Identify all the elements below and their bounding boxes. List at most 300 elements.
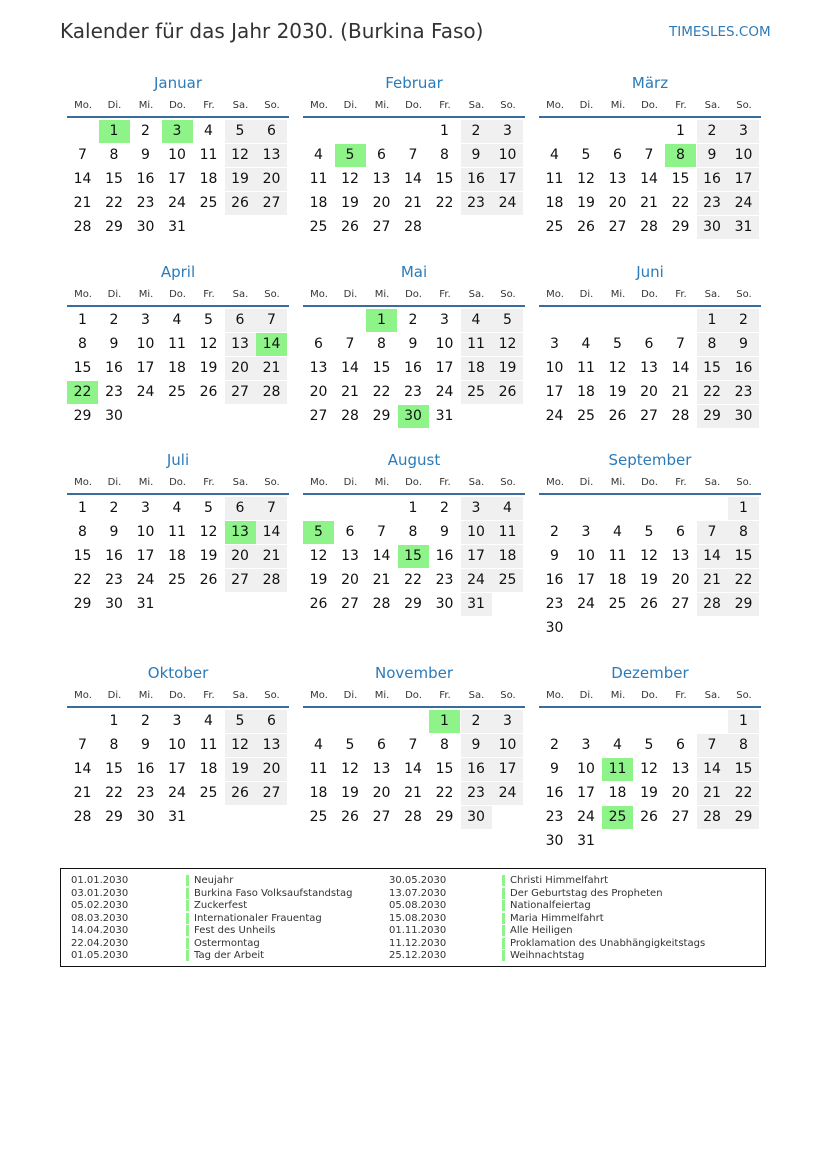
day-cell: 28	[640, 219, 658, 235]
day-cell: 9	[109, 524, 119, 540]
day-cell: 2	[550, 524, 559, 540]
day-cell: 6	[314, 336, 323, 352]
day-cell: 11	[168, 336, 186, 352]
day-cell: 25	[461, 381, 492, 404]
day-cell: 26	[309, 596, 328, 612]
month-divider	[303, 493, 525, 495]
month-name: Oktober	[147, 664, 209, 682]
holiday-date: 25.12.2030	[389, 950, 447, 961]
day-cell: 14	[372, 548, 391, 564]
day-cell: 21	[341, 384, 359, 400]
weekday-label: Sa.	[468, 100, 485, 111]
weekday-label: Do.	[641, 690, 658, 701]
holiday-day-cell: 8	[665, 144, 696, 167]
holiday-marker	[186, 938, 189, 949]
day-cell: 14	[73, 761, 92, 777]
holiday-day-cell: 30	[398, 405, 429, 428]
day-cell: 12	[199, 524, 218, 540]
day-cell: 24	[461, 569, 492, 592]
month-name: Juli	[166, 451, 190, 469]
holiday-name: Zuckerfest	[194, 900, 248, 911]
day-cell: 23	[136, 785, 155, 801]
day-cell: 28	[256, 381, 287, 404]
weekday-label: Di.	[343, 289, 358, 300]
day-cell: 5	[644, 737, 654, 753]
day-cell: 17	[545, 384, 564, 400]
weekday-label: Fr.	[675, 690, 687, 701]
holiday-date: 13.07.2030	[389, 887, 447, 899]
day-cell: 18	[608, 785, 627, 801]
day-cell: 13	[608, 171, 627, 187]
day-cell: 5	[345, 737, 355, 753]
weekday-label: Mo.	[74, 477, 92, 488]
day-cell: 28	[697, 806, 728, 829]
day-cell: 23	[435, 572, 454, 588]
day-cell: 7	[256, 497, 287, 520]
day-cell: 4	[314, 147, 323, 163]
holiday-name: Nationalfeiertag	[510, 900, 591, 911]
day-cell: 17	[461, 545, 492, 568]
day-cell: 21	[697, 782, 728, 805]
day-cell: 7	[676, 336, 685, 352]
day-cell: 2	[408, 312, 418, 328]
holiday-day-cell: 11	[602, 758, 633, 781]
day-cell: 14	[256, 521, 287, 544]
weekday-label: Sa.	[468, 477, 485, 488]
weekday-label: Mo.	[546, 477, 564, 488]
day-cell: 20	[256, 168, 287, 191]
day-cell: 7	[256, 309, 287, 332]
weekday-label: Mo.	[74, 289, 92, 300]
day-cell: 6	[644, 336, 654, 352]
day-cell: 26	[341, 219, 359, 235]
day-cell: 16	[461, 758, 492, 781]
day-cell: 13	[341, 548, 359, 564]
day-cell: 22	[728, 782, 759, 805]
day-cell: 25	[168, 384, 186, 400]
day-cell: 29	[372, 408, 391, 424]
day-cell: 10	[492, 144, 523, 167]
day-cell: 28	[73, 809, 92, 825]
day-cell: 8	[78, 336, 87, 352]
day-cell: 9	[141, 737, 150, 753]
day-cell: 10	[136, 336, 155, 352]
day-cell: 24	[168, 785, 186, 801]
day-cell: 18	[608, 572, 627, 588]
day-cell: 26	[199, 572, 218, 588]
day-cell: 27	[225, 381, 256, 404]
day-cell: 26	[640, 596, 658, 612]
day-cell: 7	[697, 734, 728, 757]
day-cell: 24	[136, 572, 155, 588]
day-cell: 5	[225, 120, 256, 143]
day-cell: 18	[168, 360, 186, 376]
month-name: Dezember	[611, 664, 689, 682]
day-cell: 5	[204, 500, 213, 516]
weekday-label: Sa.	[704, 477, 721, 488]
day-cell: 7	[408, 737, 418, 753]
day-cell: 23	[404, 384, 422, 400]
day-cell: 9	[728, 333, 759, 356]
day-cell: 22	[671, 195, 690, 211]
weekday-label: Do.	[169, 477, 186, 488]
day-cell: 7	[377, 524, 386, 540]
day-cell: 3	[492, 710, 523, 733]
weekday-label: Mi.	[374, 690, 390, 701]
weekday-label: Fr.	[675, 100, 687, 111]
day-cell: 15	[435, 761, 454, 777]
day-cell: 15	[728, 545, 759, 568]
day-cell: 3	[581, 524, 591, 540]
day-cell: 6	[377, 737, 386, 753]
day-cell: 2	[697, 120, 728, 143]
day-cell: 17	[577, 785, 595, 801]
day-cell: 11	[492, 521, 523, 544]
day-cell: 29	[73, 596, 92, 612]
month-name: August	[387, 451, 441, 469]
day-cell: 11	[577, 360, 595, 376]
day-cell: 8	[109, 737, 119, 753]
weekday-label: Mi.	[138, 477, 154, 488]
day-cell: 8	[377, 336, 386, 352]
month-divider	[303, 706, 525, 708]
weekday-label: Fr.	[203, 100, 215, 111]
weekday-label: Di.	[107, 690, 122, 701]
day-cell: 23	[728, 381, 759, 404]
day-cell: 30	[461, 806, 492, 829]
weekday-label: Sa.	[232, 289, 249, 300]
holiday-marker	[502, 938, 505, 949]
holiday-date: 15.08.2030	[389, 912, 447, 924]
day-cell: 12	[608, 360, 627, 376]
weekday-label: Fr.	[439, 477, 451, 488]
day-cell: 9	[461, 144, 492, 167]
weekday-header	[67, 100, 289, 114]
day-cell: 17	[136, 360, 155, 376]
day-cell: 15	[728, 758, 759, 781]
day-cell: 16	[136, 761, 155, 777]
day-cell: 13	[372, 761, 391, 777]
day-cell: 4	[550, 147, 559, 163]
day-cell: 1	[676, 123, 685, 139]
day-cell: 31	[435, 408, 454, 424]
day-cell: 27	[671, 596, 690, 612]
weekday-label: Mi.	[374, 477, 390, 488]
day-cell: 8	[408, 524, 418, 540]
day-cell: 3	[728, 120, 759, 143]
weekday-label: Mi.	[610, 690, 626, 701]
day-cell: 20	[225, 545, 256, 568]
day-cell: 10	[168, 737, 186, 753]
day-cell: 31	[168, 809, 186, 825]
day-cell: 27	[608, 219, 627, 235]
holiday-day-cell: 15	[398, 545, 429, 568]
day-cell: 24	[168, 195, 186, 211]
day-cell: 13	[671, 548, 690, 564]
day-cell: 18	[199, 761, 218, 777]
weekday-header	[539, 289, 761, 303]
day-cell: 3	[172, 713, 182, 729]
weekday-header	[67, 289, 289, 303]
month-divider	[539, 706, 761, 708]
weekday-label: Do.	[405, 100, 422, 111]
day-cell: 26	[577, 219, 595, 235]
day-cell: 9	[408, 336, 418, 352]
holiday-day-cell: 5	[335, 144, 366, 167]
day-cell: 26	[225, 782, 256, 805]
weekday-label: Di.	[343, 100, 358, 111]
day-cell: 17	[492, 168, 523, 191]
holiday-legend	[60, 868, 766, 967]
day-cell: 14	[341, 360, 359, 376]
month-divider	[303, 116, 525, 118]
weekday-label: Mi.	[374, 289, 390, 300]
weekday-label: Sa.	[232, 100, 249, 111]
weekday-label: Di.	[343, 477, 358, 488]
month-name: Juni	[636, 263, 664, 281]
day-cell: 13	[671, 761, 690, 777]
day-cell: 29	[404, 596, 422, 612]
weekday-label: Di.	[579, 289, 594, 300]
weekday-label: Mi.	[374, 100, 390, 111]
day-cell: 8	[728, 521, 759, 544]
day-cell: 17	[435, 360, 454, 376]
day-cell: 20	[372, 785, 391, 801]
day-cell: 1	[78, 312, 87, 328]
day-cell: 14	[640, 171, 658, 187]
holiday-name: Burkina Faso Volksaufstandstag	[194, 887, 353, 899]
holiday-marker	[502, 875, 505, 886]
day-cell: 4	[314, 737, 323, 753]
site-link[interactable]: TIMESLES.COM	[669, 24, 771, 40]
day-cell: 7	[345, 336, 355, 352]
day-cell: 3	[550, 336, 559, 352]
day-cell: 4	[204, 713, 213, 729]
day-cell: 10	[577, 761, 595, 777]
holiday-date: 01.01.2030	[71, 875, 129, 886]
weekday-label: So.	[736, 100, 752, 111]
holiday-date: 05.02.2030	[71, 900, 129, 911]
day-cell: 18	[577, 384, 595, 400]
holiday-name: Ostermontag	[194, 937, 260, 949]
day-cell: 9	[109, 336, 119, 352]
weekday-label: So.	[264, 100, 280, 111]
day-cell: 27	[225, 569, 256, 592]
day-cell: 16	[545, 572, 564, 588]
day-cell: 9	[550, 548, 559, 564]
day-cell: 11	[309, 171, 328, 187]
day-cell: 2	[109, 500, 119, 516]
day-cell: 11	[168, 524, 186, 540]
day-cell: 17	[136, 548, 155, 564]
day-cell: 12	[341, 761, 359, 777]
day-cell: 11	[608, 548, 627, 564]
day-cell: 23	[461, 192, 492, 215]
day-cell: 20	[225, 357, 256, 380]
month-divider	[67, 305, 289, 307]
day-cell: 6	[676, 524, 685, 540]
day-cell: 18	[168, 548, 186, 564]
holiday-marker	[186, 888, 189, 899]
day-cell: 11	[199, 737, 218, 753]
day-cell: 8	[78, 524, 87, 540]
weekday-label: So.	[264, 690, 280, 701]
day-cell: 19	[225, 758, 256, 781]
holiday-date: 03.01.2030	[71, 887, 129, 899]
day-cell: 31	[728, 216, 759, 239]
day-cell: 20	[372, 195, 391, 211]
day-cell: 28	[372, 596, 391, 612]
day-cell: 30	[136, 809, 155, 825]
day-cell: 26	[640, 809, 658, 825]
weekday-label: Mi.	[138, 690, 154, 701]
day-cell: 28	[341, 408, 359, 424]
month-divider	[539, 493, 761, 495]
weekday-label: Mo.	[310, 690, 328, 701]
day-cell: 17	[168, 171, 186, 187]
weekday-label: Fr.	[675, 477, 687, 488]
day-cell: 5	[225, 710, 256, 733]
day-cell: 14	[404, 171, 422, 187]
holiday-date: 30.05.2030	[389, 875, 447, 886]
day-cell: 27	[309, 408, 328, 424]
day-cell: 30	[136, 219, 155, 235]
day-cell: 14	[697, 545, 728, 568]
day-cell: 4	[204, 123, 213, 139]
holiday-marker	[186, 925, 189, 936]
weekday-label: Fr.	[203, 690, 215, 701]
day-cell: 19	[640, 785, 658, 801]
day-cell: 7	[78, 737, 87, 753]
day-cell: 20	[341, 572, 359, 588]
day-cell: 25	[199, 785, 218, 801]
day-cell: 23	[545, 809, 564, 825]
holiday-name: Proklamation des Unabhängigkeitstags	[510, 937, 706, 949]
holiday-name: Fest des Unheils	[194, 925, 276, 936]
holiday-marker	[502, 888, 505, 899]
day-cell: 2	[461, 710, 492, 733]
holiday-day-cell: 13	[225, 521, 256, 544]
day-cell: 21	[73, 195, 92, 211]
day-cell: 4	[613, 737, 622, 753]
weekday-label: Mo.	[310, 477, 328, 488]
day-cell: 26	[492, 381, 523, 404]
weekday-label: Do.	[405, 477, 422, 488]
weekday-header	[67, 690, 289, 704]
day-cell: 4	[461, 309, 492, 332]
day-cell: 10	[577, 548, 595, 564]
weekday-label: Do.	[169, 289, 186, 300]
day-cell: 13	[256, 144, 287, 167]
month-name: April	[160, 263, 196, 281]
day-cell: 6	[613, 147, 622, 163]
day-cell: 30	[105, 408, 123, 424]
month-name: Mai	[400, 263, 428, 281]
weekday-header	[67, 477, 289, 491]
weekday-header	[539, 477, 761, 491]
weekday-label: Mo.	[546, 289, 564, 300]
day-cell: 6	[256, 710, 287, 733]
holiday-day-cell: 1	[366, 309, 397, 332]
weekday-label: Di.	[107, 100, 122, 111]
day-cell: 25	[545, 219, 564, 235]
day-cell: 29	[435, 809, 454, 825]
day-cell: 12	[341, 171, 359, 187]
day-cell: 11	[309, 761, 328, 777]
day-cell: 17	[728, 168, 759, 191]
weekday-header	[539, 100, 761, 114]
weekday-label: So.	[264, 289, 280, 300]
day-cell: 7	[408, 147, 418, 163]
day-cell: 31	[461, 593, 492, 616]
day-cell: 30	[435, 596, 454, 612]
day-cell: 1	[109, 713, 119, 729]
day-cell: 18	[492, 545, 523, 568]
weekday-label: Sa.	[232, 477, 249, 488]
day-cell: 20	[256, 758, 287, 781]
weekday-label: So.	[264, 477, 280, 488]
day-cell: 19	[199, 360, 218, 376]
day-cell: 21	[671, 384, 690, 400]
day-cell: 21	[404, 195, 422, 211]
day-cell: 12	[640, 761, 658, 777]
day-cell: 27	[256, 782, 287, 805]
day-cell: 29	[728, 806, 759, 829]
day-cell: 22	[105, 195, 123, 211]
month-name: März	[631, 74, 669, 92]
day-cell: 10	[136, 524, 155, 540]
day-cell: 24	[728, 192, 759, 215]
day-cell: 1	[440, 123, 449, 139]
day-cell: 30	[105, 596, 123, 612]
day-cell: 5	[204, 312, 213, 328]
day-cell: 23	[105, 384, 123, 400]
weekday-label: So.	[500, 477, 516, 488]
day-cell: 5	[492, 309, 523, 332]
weekday-label: Fr.	[439, 289, 451, 300]
day-cell: 1	[728, 710, 759, 733]
holiday-day-cell: 14	[256, 333, 287, 356]
day-cell: 21	[697, 569, 728, 592]
weekday-label: Do.	[169, 100, 186, 111]
holiday-marker	[186, 875, 189, 886]
day-cell: 29	[105, 219, 123, 235]
weekday-label: Fr.	[675, 289, 687, 300]
day-cell: 15	[73, 360, 92, 376]
day-cell: 28	[404, 219, 422, 235]
day-cell: 2	[728, 309, 759, 332]
day-cell: 12	[199, 336, 218, 352]
day-cell: 12	[577, 171, 595, 187]
day-cell: 30	[728, 405, 759, 428]
weekday-label: Di.	[579, 477, 594, 488]
holiday-name: Maria Himmelfahrt	[510, 912, 604, 924]
weekday-header	[303, 690, 525, 704]
weekday-label: So.	[500, 690, 516, 701]
holiday-date: 01.11.2030	[389, 925, 447, 936]
weekday-label: Do.	[405, 690, 422, 701]
day-cell: 17	[168, 761, 186, 777]
page-title: Kalender für das Jahr 2030. (Burkina Faso)	[60, 19, 484, 43]
day-cell: 15	[105, 171, 123, 187]
weekday-header	[303, 289, 525, 303]
day-cell: 1	[697, 309, 728, 332]
holiday-marker	[502, 950, 505, 961]
day-cell: 11	[461, 333, 492, 356]
weekday-label: Do.	[641, 477, 658, 488]
weekday-label: Fr.	[439, 100, 451, 111]
day-cell: 21	[372, 572, 391, 588]
